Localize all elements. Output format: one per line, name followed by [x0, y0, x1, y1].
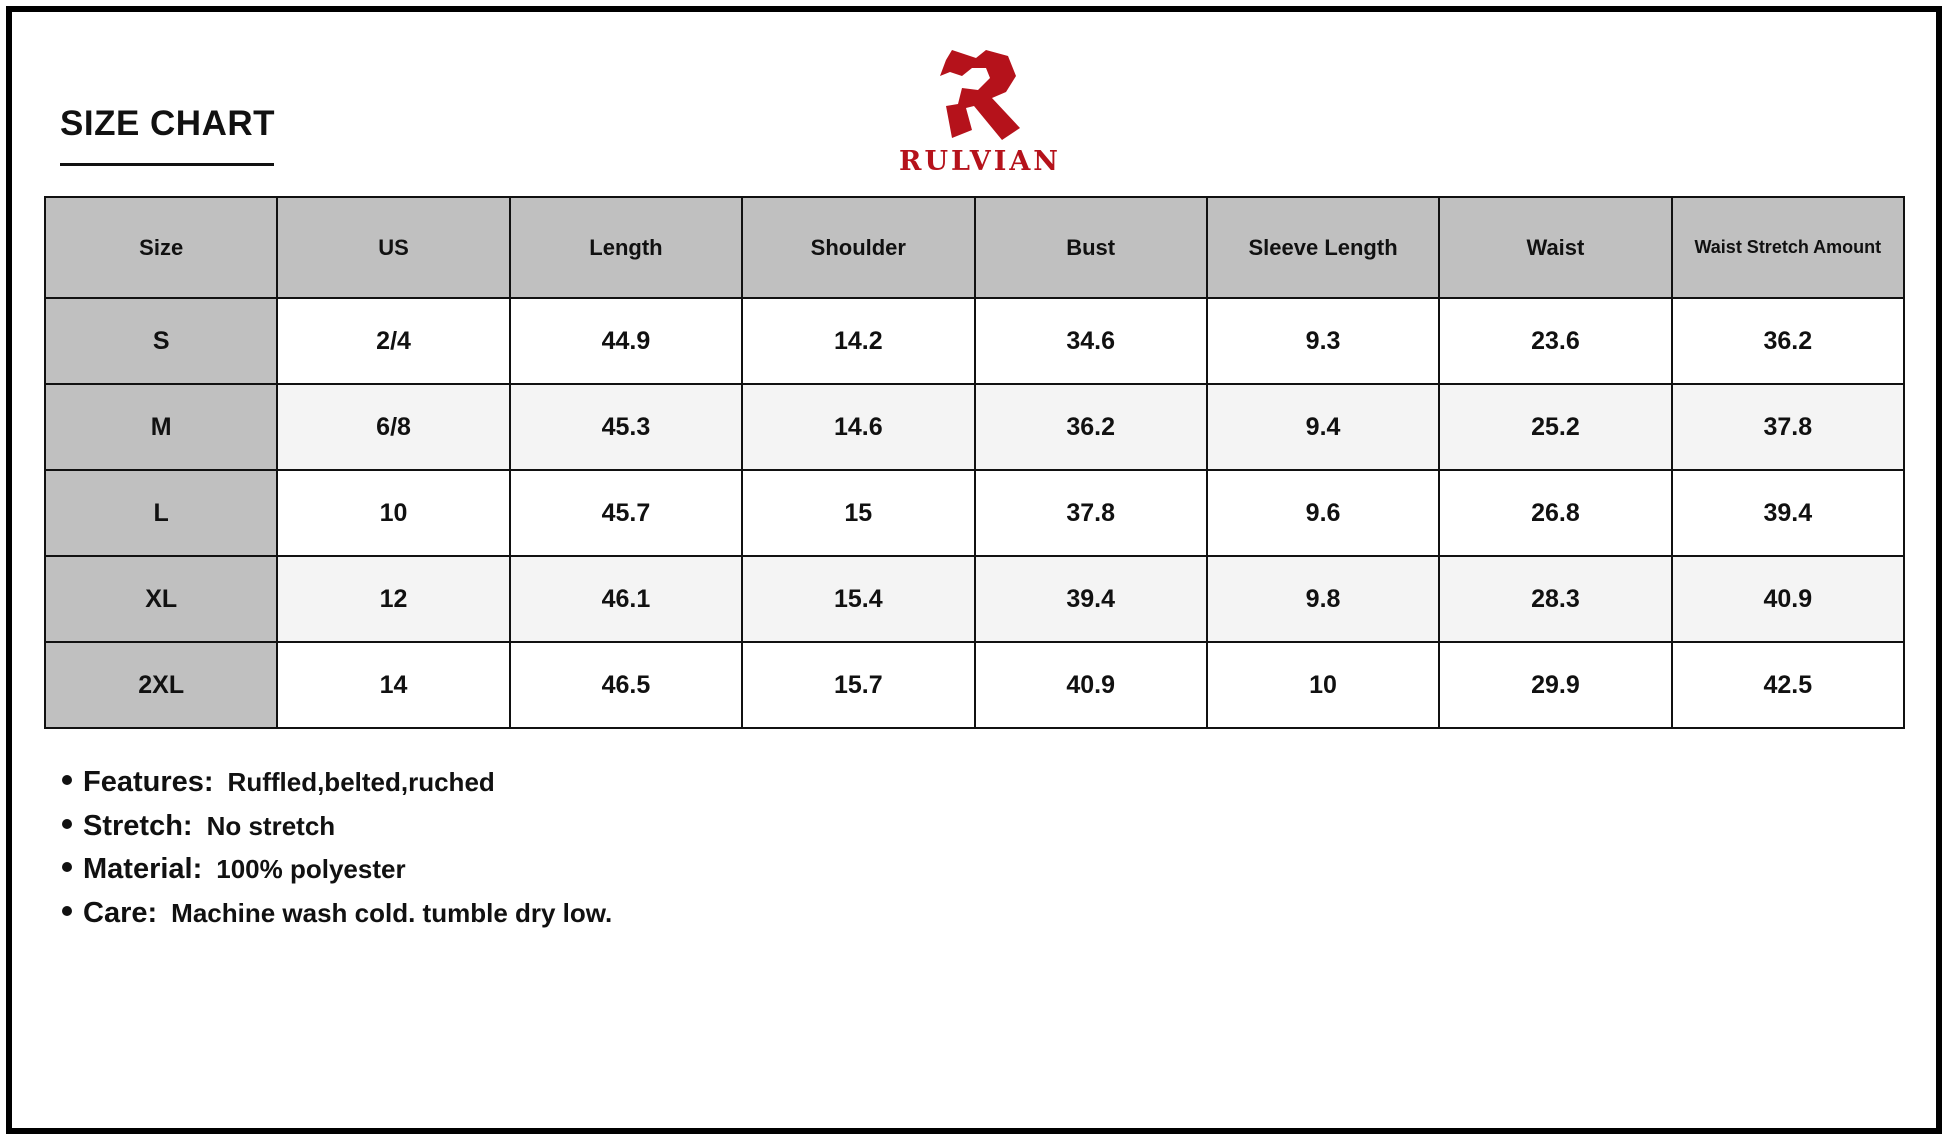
- table-row: [45, 556, 1904, 642]
- feature-item: [62, 897, 612, 941]
- table-cell: 37.8: [1672, 384, 1904, 470]
- column-header: Sleeve Length: [1207, 197, 1439, 298]
- table-cell: 23.6: [1439, 298, 1671, 384]
- table-cell: 39.4: [1672, 470, 1904, 556]
- table-cell: 15.7: [742, 642, 974, 728]
- table-cell: 34.6: [975, 298, 1207, 384]
- page-title: SIZE CHART: [60, 104, 275, 143]
- feature-label: Material:: [83, 853, 203, 885]
- table-cell: 9.8: [1207, 556, 1439, 642]
- brand-logo: [880, 44, 1080, 184]
- feature-value: 100% polyester: [216, 854, 406, 884]
- table-cell: 46.5: [510, 642, 742, 728]
- table-cell: 14.6: [742, 384, 974, 470]
- table-row: [45, 470, 1904, 556]
- table-cell: 9.6: [1207, 470, 1439, 556]
- feature-item: [62, 766, 612, 810]
- table-cell: 9.3: [1207, 298, 1439, 384]
- table-cell: 40.9: [975, 642, 1207, 728]
- size-chart-table: [44, 196, 1905, 729]
- table-row: [45, 298, 1904, 384]
- feature-label: Care:: [83, 896, 158, 929]
- table-cell: 25.2: [1439, 384, 1671, 470]
- table-cell: 14.2: [742, 298, 974, 384]
- column-header: Length: [510, 197, 742, 298]
- bullet-icon: [62, 906, 72, 916]
- bullet-icon: [62, 819, 72, 829]
- table-cell: 42.5: [1672, 642, 1904, 728]
- stylized-r-logo-icon: [932, 46, 1028, 142]
- feature-label: Features:: [83, 766, 214, 798]
- table-cell: 26.8: [1439, 470, 1671, 556]
- table-row: [45, 384, 1904, 470]
- size-cell: M: [45, 384, 277, 470]
- table-cell: 44.9: [510, 298, 742, 384]
- size-cell: 2XL: [45, 642, 277, 728]
- column-header: US: [277, 197, 509, 298]
- table-cell: 45.3: [510, 384, 742, 470]
- table-cell: 10: [1207, 642, 1439, 728]
- table-cell: 29.9: [1439, 642, 1671, 728]
- bullet-icon: [62, 775, 72, 785]
- feature-value: No stretch: [206, 810, 336, 841]
- table-cell: 15: [742, 470, 974, 556]
- table-cell: 40.9: [1672, 556, 1904, 642]
- table-cell: 12: [277, 556, 509, 642]
- column-header: Waist Stretch Amount: [1672, 197, 1904, 298]
- table-row: [45, 642, 1904, 728]
- size-cell: S: [45, 298, 277, 384]
- table-cell: 45.7: [510, 470, 742, 556]
- table-cell: 39.4: [975, 556, 1207, 642]
- column-header: Bust: [975, 197, 1207, 298]
- table-cell: 15.4: [742, 556, 974, 642]
- product-features-list: [62, 766, 612, 940]
- feature-label: Stretch:: [83, 809, 193, 842]
- feature-value: Ruffled,belted,ruched: [227, 767, 495, 797]
- feature-item: [62, 853, 612, 897]
- feature-item: [62, 810, 612, 854]
- table-header-row: [45, 197, 1904, 298]
- table-cell: 36.2: [1672, 298, 1904, 384]
- table-cell: 28.3: [1439, 556, 1671, 642]
- feature-value: Machine wash cold. tumble dry low.: [171, 897, 613, 928]
- size-cell: L: [45, 470, 277, 556]
- title-underline: [60, 163, 274, 166]
- table-cell: 6/8: [277, 384, 509, 470]
- table-cell: 2/4: [277, 298, 509, 384]
- table-cell: 14: [277, 642, 509, 728]
- table-cell: 36.2: [975, 384, 1207, 470]
- column-header: Shoulder: [742, 197, 974, 298]
- table-cell: 9.4: [1207, 384, 1439, 470]
- table-cell: 37.8: [975, 470, 1207, 556]
- bullet-icon: [62, 862, 72, 872]
- column-header: Size: [45, 197, 277, 298]
- table-cell: 46.1: [510, 556, 742, 642]
- size-cell: XL: [45, 556, 277, 642]
- column-header: Waist: [1439, 197, 1671, 298]
- brand-name: RULVIAN: [899, 146, 1061, 177]
- table-cell: 10: [277, 470, 509, 556]
